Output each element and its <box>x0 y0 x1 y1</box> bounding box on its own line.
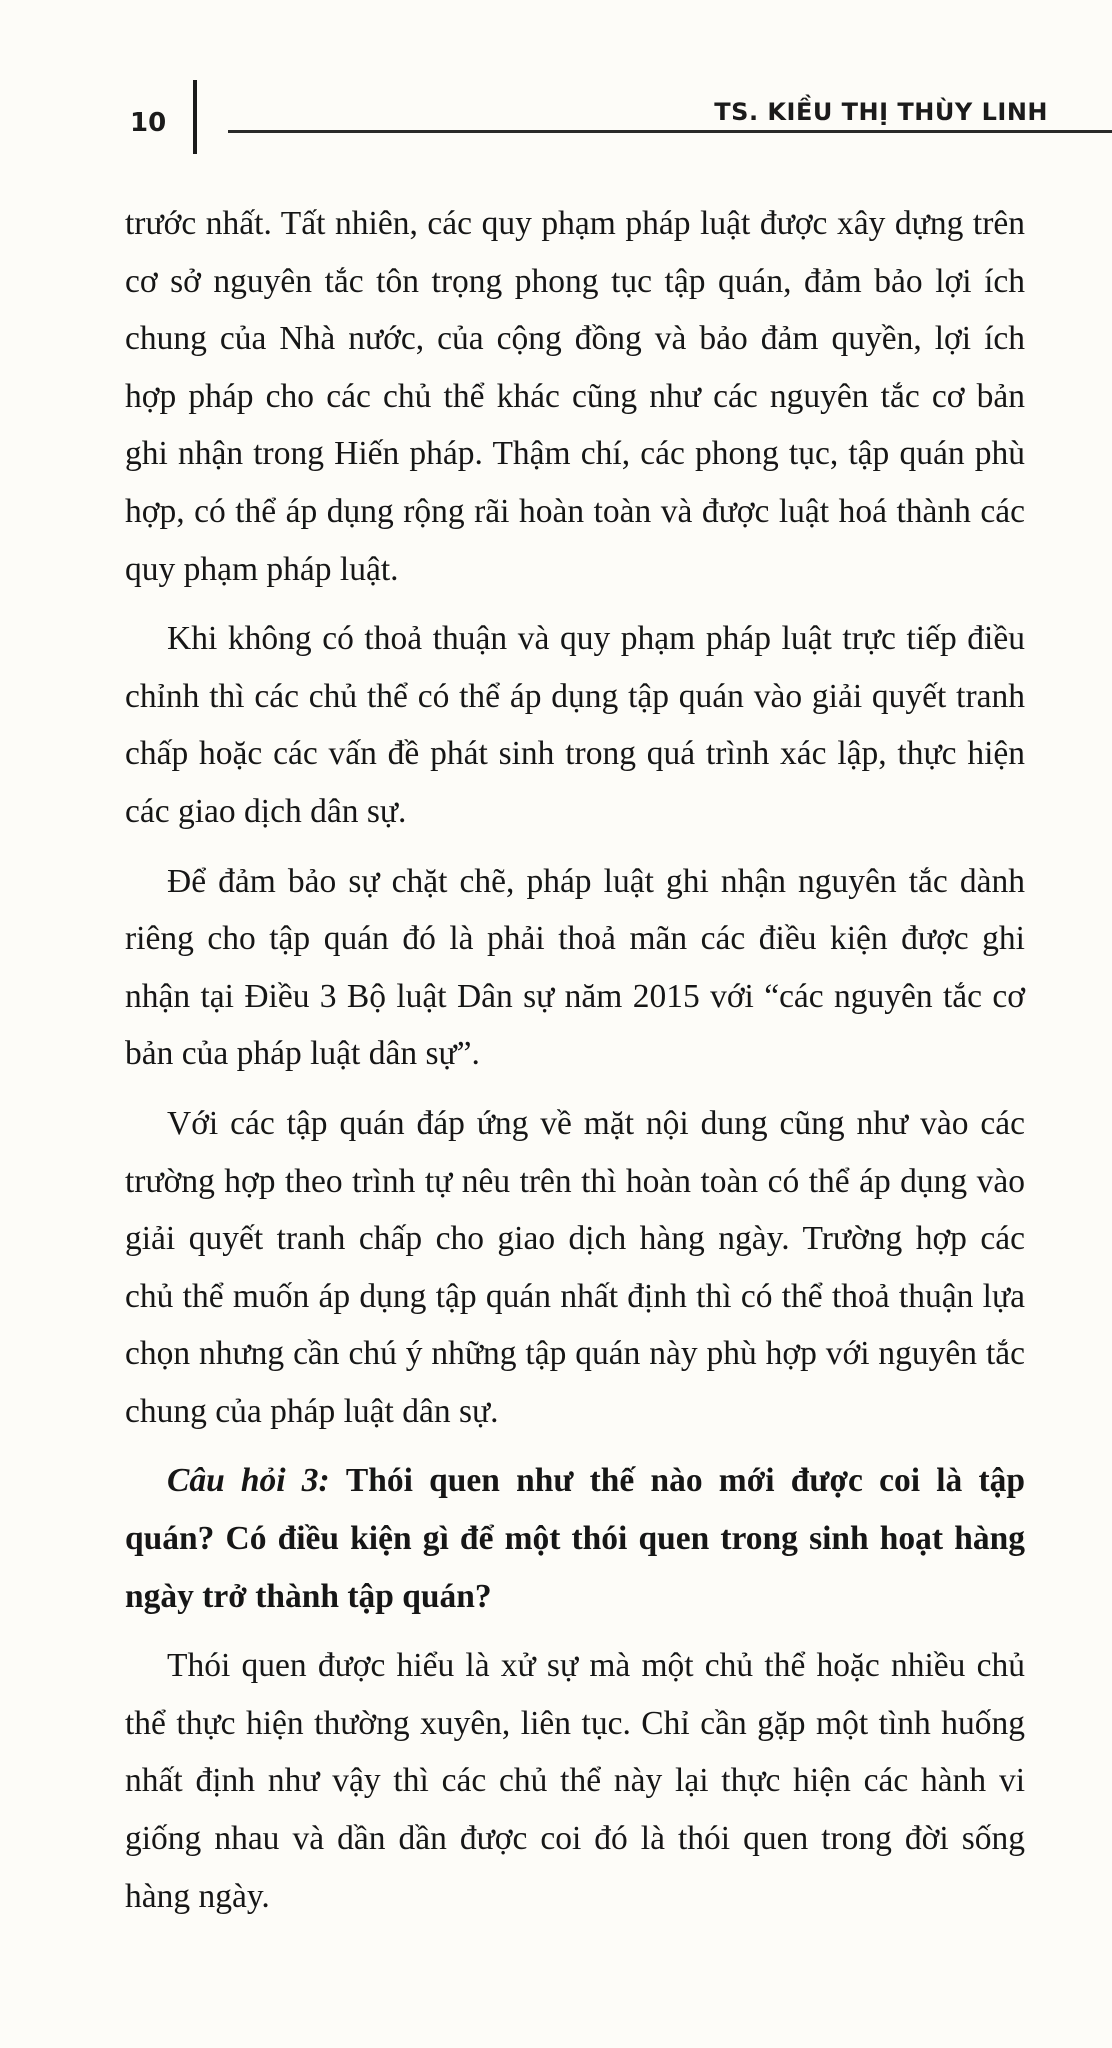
answer-paragraph: Thói quen được hiểu là xử sự mà một chủ thể hoặc nhiều chủ thể thực hiện thường xuyên, liên tục. Chỉ cần gặp một tình huống nhất định như vậy thì các chủ thể này lại thực hiện các hành vi giống nhau và dần dần được coi đó là thói quen trong đời sống hàng ngày. <box>125 1647 1025 1915</box>
question-heading <box>125 1452 1025 1625</box>
author-name: TS. KIỀU THỊ THÙY LINH <box>714 98 1048 126</box>
paragraph-2: Khi không có thoả thuận và quy phạm pháp luật trực tiếp điều chỉnh thì các chủ thể có thể áp dụng tập quán vào giải quyết tranh chấp hoặc các vấn đề phát sinh trong quá trình xác lập, thực hiện các giao dịch dân sự. <box>125 620 1025 830</box>
paragraph-3: Để đảm bảo sự chặt chẽ, pháp luật ghi nhận nguyên tắc dành riêng cho tập quán đó là phải thoả mãn các điều kiện được ghi nhận tại Điều 3 Bộ luật Dân sự năm 2015 với “các nguyên tắc cơ bản của pháp luật dân sự”. <box>125 862 1025 1073</box>
question-label: Câu hỏi 3: <box>167 1462 330 1500</box>
question-text: Thói quen như thế nào mới được coi là tập quán? Có điều kiện gì để một thói quen trong sinh hoạt hàng ngày trở thành tập quán? <box>125 1462 1025 1615</box>
body-text <box>125 195 1025 1937</box>
paragraph-4: Với các tập quán đáp ứng về mặt nội dung cũng như vào các trường hợp theo trình tự nêu trên thì hoàn toàn có thể áp dụng vào giải quyết tranh chấp cho giao dịch hàng ngày. Trường hợp các chủ thể muốn áp dụng tập quán nhất định thì có thể thoả thuận lựa chọn nhưng cần chú ý những tập quán này phù hợp với nguyên tắc chung của pháp luật dân sự. <box>125 1104 1025 1430</box>
header-rule <box>228 130 1112 133</box>
paragraph-1: trước nhất. Tất nhiên, các quy phạm pháp luật được xây dựng trên cơ sở nguyên tắc tôn trọng phong tục tập quán, đảm bảo lợi ích chung của Nhà nước, của cộng đồng và bảo đảm quyền, lợi ích hợp pháp cho các chủ thể khác cũng như các nguyên tắc cơ bản ghi nhận trong Hiến pháp. Thậm chí, các phong tục, tập quán phù hợp, có thể áp dụng rộng rãi hoàn toàn và được luật hoá thành các quy phạm pháp luật. <box>125 205 1025 588</box>
running-header <box>118 70 1048 160</box>
page-number: 10 <box>130 108 167 138</box>
header-divider-vertical <box>193 80 197 154</box>
